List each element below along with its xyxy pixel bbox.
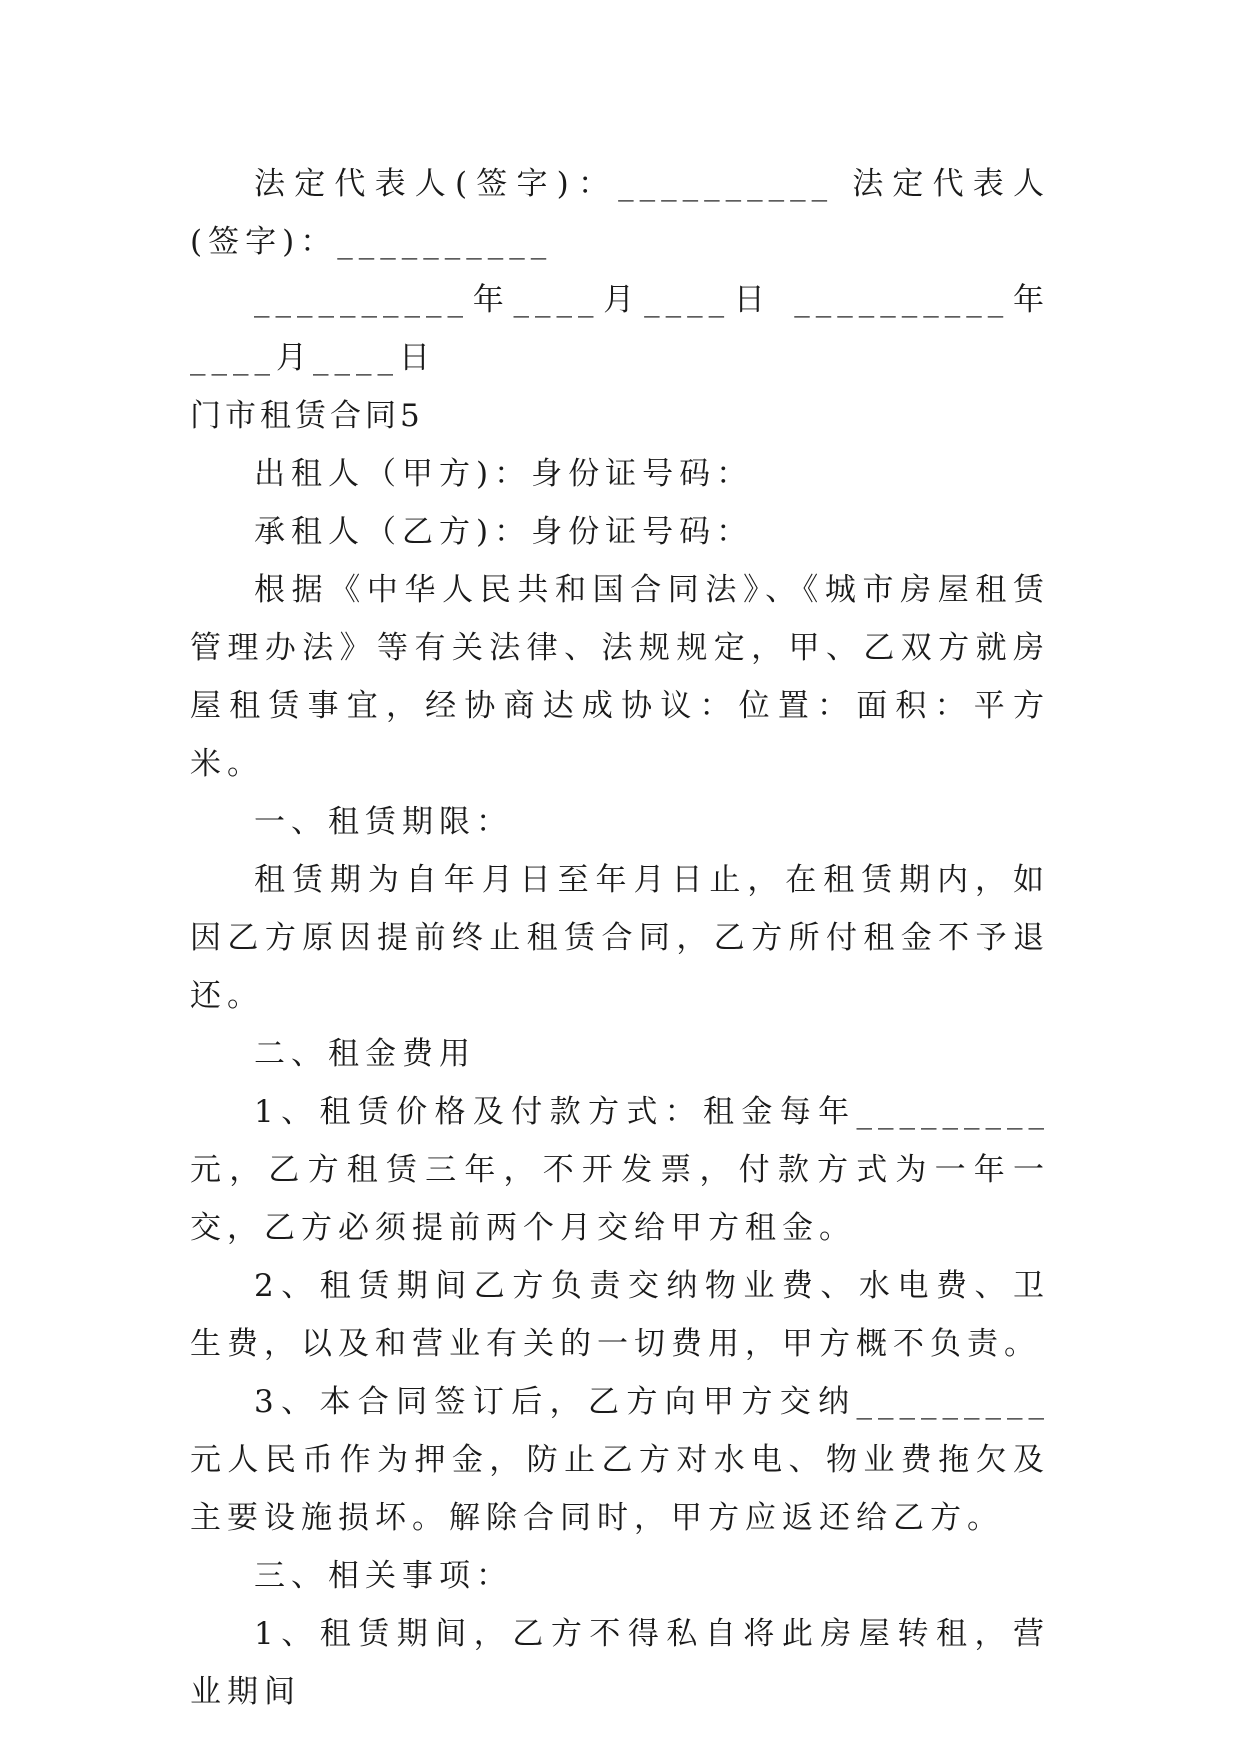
rent-clause-3: 3、本合同签订后，乙方向甲方交纳_________元人民币作为押金，防止乙方对水电、物业费拖欠及主要设施损坏。解除合同时，甲方应返还给乙方。 <box>190 1384 1050 1536</box>
preamble-paragraph: 根据《中华人民共和国合同法》、《城市房屋租赁管理办法》等有关法律、法规规定，甲、乙双方就房屋租赁事宜，经协商达成协议：位置：面积：平方米。 <box>190 572 1050 782</box>
lessor-line: 出租人（甲方)：身份证号码： <box>254 456 754 492</box>
section-heading-related-matters: 三、相关事项： <box>254 1558 513 1594</box>
contract-title: 门市租赁合同5 <box>190 398 424 434</box>
signature-line-representatives: 法定代表人(签字)：__________ 法定代表人(签字)：__________ <box>190 166 1050 260</box>
related-matters-clause-1: 1、租赁期间，乙方不得私自将此房屋转租，营业期间 <box>190 1616 1050 1710</box>
rent-clause-1: 1、租赁价格及付款方式：租金每年_________元，乙方租赁三年，不开发票，付款方式为一年一交，乙方必须提前两个月交给甲方租金。 <box>190 1094 1050 1246</box>
lessee-line: 承租人（乙方)：身份证号码： <box>254 514 754 550</box>
rent-clause-2: 2、租赁期间乙方负责交纳物业费、水电费、卫生费，以及和营业有关的一切费用，甲方概不负责。 <box>190 1268 1050 1362</box>
section-heading-lease-term: 一、租赁期限： <box>254 804 513 840</box>
section-heading-rent: 二、租金费用 <box>254 1036 476 1072</box>
lease-term-paragraph: 租赁期为自年月日至年月日止，在租赁期内，如因乙方原因提前终止租赁合同，乙方所付租金不予退还。 <box>190 862 1050 1014</box>
document-body <box>190 155 1050 1721</box>
signature-line-dates: __________年____月____日 __________年____月____日 <box>190 282 1050 376</box>
